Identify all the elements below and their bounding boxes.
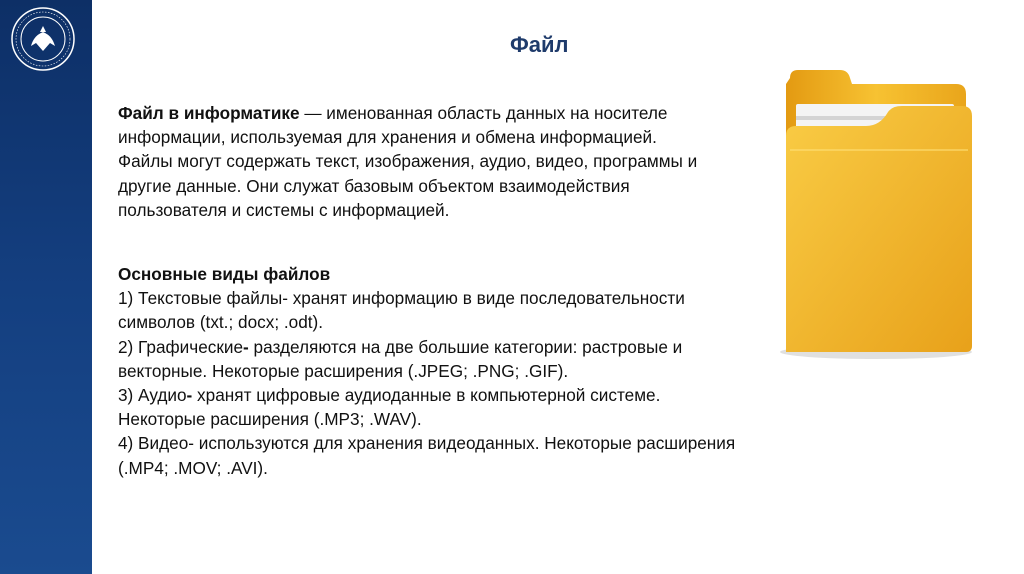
- file-types-block: [118, 262, 738, 480]
- slide-title: Файл: [510, 32, 569, 57]
- definition-paragraph-2: Файлы могут содержать текст, изображения, аудио, видео, программы и другие данные. Они служат базовым объектом взаимодействия пользователя и системы с информацией.: [118, 151, 698, 220]
- definition-paragraph: [118, 101, 738, 149]
- university-emblem-icon: [10, 6, 76, 72]
- file-type-item-graphic: 2) Графические- разделяются на две большие категории: растровые и векторные. Некоторые расширения (.JPEG; .PNG; .GIF).: [118, 336, 683, 381]
- file-type-item-text: 1) Текстовые файлы- хранят информацию в виде последовательности символов (txt.; docx; .odt).: [118, 288, 685, 333]
- definition-text: — именованная область данных на носителе информации, используемая для хранения и обмена информацией.: [118, 103, 668, 148]
- left-sidebar-band: [0, 0, 92, 574]
- definition-term: Файл в информатике: [118, 103, 300, 123]
- file-type-item-video: 4) Видео- используются для хранения видеоданных. Некоторые расширения (.MP4; .MOV; .AVI).: [118, 433, 736, 478]
- file-type-item-audio: 3) Аудио- хранят цифровые аудиоданные в компьютерной системе. Некоторые расширения (.MP3; .WAV).: [118, 385, 661, 430]
- folder-icon: [776, 64, 976, 362]
- definition-block: [118, 101, 738, 222]
- file-types-heading: Основные виды файлов: [118, 264, 331, 284]
